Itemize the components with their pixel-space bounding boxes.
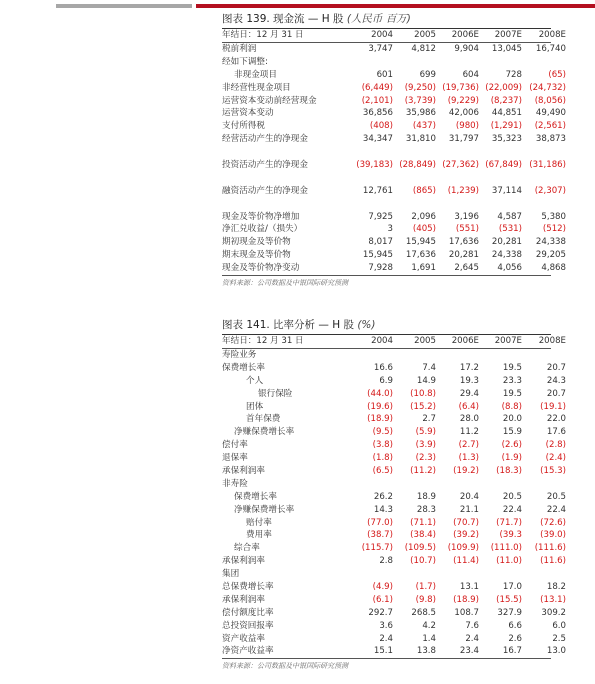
row-label: 期初现金及等价物 bbox=[222, 237, 291, 248]
row-value: 18.2 bbox=[546, 582, 566, 593]
table-row bbox=[222, 568, 551, 581]
row-value: 44,851 bbox=[491, 108, 522, 119]
row-value: 1.4 bbox=[422, 633, 436, 644]
row-label: 保费增长率 bbox=[222, 362, 265, 373]
row-value: 327.9 bbox=[497, 607, 522, 618]
row-value: 17.6 bbox=[546, 427, 566, 438]
row-label: 偿付率 bbox=[222, 440, 248, 451]
ratio-year-4: 2008E bbox=[538, 336, 566, 346]
row-value: 19.5 bbox=[502, 362, 522, 373]
row-value: 28.0 bbox=[459, 414, 479, 425]
row-value: 23.3 bbox=[502, 375, 522, 386]
table-row bbox=[222, 262, 566, 275]
table-row bbox=[222, 620, 566, 633]
row-label: 保费增长率 bbox=[234, 491, 277, 502]
row-value: 31,797 bbox=[448, 134, 479, 145]
table-row bbox=[222, 211, 566, 224]
row-value: 20,281 bbox=[448, 250, 479, 261]
row-value: 6.0 bbox=[552, 620, 566, 631]
row-value: (39.3 bbox=[499, 530, 522, 541]
row-value: (1,291) bbox=[490, 121, 522, 132]
row-value: (3.9) bbox=[415, 440, 436, 451]
row-label: 投资活动产生的净现金 bbox=[222, 160, 308, 171]
ratio-header-label: 年结日：12 月 31 日 bbox=[222, 336, 304, 346]
row-value: 20.5 bbox=[546, 491, 566, 502]
row-label: 运营资本变动 bbox=[222, 108, 274, 119]
row-value: 309.2 bbox=[541, 607, 566, 618]
row-value: 36,856 bbox=[362, 108, 393, 119]
row-label: 经如下调整: bbox=[222, 56, 268, 67]
row-value: (11.2) bbox=[410, 466, 436, 477]
row-label: 税前利润 bbox=[222, 44, 257, 54]
row-value: 7.4 bbox=[422, 362, 436, 373]
row-label: 银行保险 bbox=[258, 388, 293, 399]
row-value: 2.4 bbox=[465, 633, 479, 644]
row-label: 费用率 bbox=[246, 530, 272, 541]
table-row bbox=[222, 542, 566, 555]
row-value: (71.7) bbox=[496, 517, 522, 528]
ratio-bottom-rule bbox=[222, 658, 551, 659]
ratio-title-unit: (%) bbox=[357, 319, 376, 331]
row-value: 29,205 bbox=[535, 250, 566, 261]
row-value: (15.5) bbox=[496, 594, 522, 605]
row-value: 13.8 bbox=[416, 646, 436, 657]
row-value: (18.3) bbox=[496, 466, 522, 477]
row-value: 1,691 bbox=[411, 263, 436, 274]
cashflow-title-main: 图表 139. 现金流 — H 股 bbox=[222, 13, 344, 25]
row-value: (8,056) bbox=[534, 95, 566, 106]
row-value: (39.2) bbox=[453, 530, 479, 541]
row-label: 首年保费 bbox=[246, 414, 281, 425]
row-label: 净汇兑收益/（损失） bbox=[222, 224, 303, 235]
row-value: (2.8) bbox=[545, 440, 566, 451]
row-value: 22.4 bbox=[502, 504, 522, 515]
row-value: 604 bbox=[462, 69, 479, 80]
row-value: 42,006 bbox=[448, 108, 479, 119]
row-value: 14.9 bbox=[416, 375, 436, 386]
row-value: 2.4 bbox=[379, 633, 393, 644]
row-value: (19.1) bbox=[540, 401, 566, 412]
row-value: 49,490 bbox=[535, 108, 566, 119]
table-row bbox=[222, 56, 551, 69]
row-value: (109.5) bbox=[404, 543, 436, 554]
row-value: (2,101) bbox=[361, 95, 393, 106]
row-value: 24,338 bbox=[491, 250, 522, 261]
table-row bbox=[222, 426, 566, 439]
row-value: 15,945 bbox=[362, 250, 393, 261]
row-value: 3,747 bbox=[368, 44, 393, 54]
row-value: (71.1) bbox=[410, 517, 436, 528]
table-row bbox=[222, 236, 566, 249]
row-value: (3,739) bbox=[404, 95, 436, 106]
row-value: 28.3 bbox=[416, 504, 436, 515]
row-value: 20.4 bbox=[459, 491, 479, 502]
row-value: 13,045 bbox=[491, 44, 522, 54]
row-value: 22.0 bbox=[546, 414, 566, 425]
row-value: 2.5 bbox=[552, 633, 566, 644]
row-value: (38.7) bbox=[367, 530, 393, 541]
table-row bbox=[222, 43, 566, 56]
row-label: 偿付额度比率 bbox=[222, 607, 274, 618]
row-value: (2.4) bbox=[545, 453, 566, 464]
row-value: 2.7 bbox=[422, 414, 436, 425]
row-value: (865) bbox=[412, 185, 436, 196]
row-value: (11.0) bbox=[496, 556, 522, 567]
row-value: 18.9 bbox=[416, 491, 436, 502]
ratio-table-title bbox=[222, 316, 551, 334]
table-row bbox=[222, 375, 566, 388]
row-value: (27,362) bbox=[442, 160, 479, 171]
row-value: 699 bbox=[419, 69, 436, 80]
row-value: 31,810 bbox=[405, 134, 436, 145]
table-row bbox=[222, 594, 566, 607]
row-value: (28,849) bbox=[399, 160, 436, 171]
row-value: (18.9) bbox=[367, 414, 393, 425]
row-value: 2.8 bbox=[379, 556, 393, 567]
row-value: 4,812 bbox=[411, 44, 436, 54]
row-value: (437) bbox=[412, 121, 436, 132]
ratio-year-3: 2007E bbox=[494, 336, 522, 346]
row-value: (18.9) bbox=[453, 594, 479, 605]
row-value: (39.0) bbox=[540, 530, 566, 541]
table-row bbox=[222, 529, 566, 542]
row-value: 21.1 bbox=[459, 504, 479, 515]
table-row bbox=[222, 223, 566, 236]
spacer-row bbox=[222, 198, 551, 211]
row-value: (72.6) bbox=[540, 517, 566, 528]
ratio-table-section bbox=[222, 316, 566, 671]
row-value: 35,986 bbox=[405, 108, 436, 119]
row-value: 4,587 bbox=[497, 211, 522, 222]
row-value: (67,849) bbox=[485, 160, 522, 171]
row-value: (1.3) bbox=[458, 453, 479, 464]
row-label: 支付所得税 bbox=[222, 121, 265, 132]
row-value: (9,250) bbox=[404, 82, 436, 93]
table-row bbox=[222, 82, 566, 95]
row-value: (111.6) bbox=[534, 543, 566, 554]
row-value: (70.7) bbox=[453, 517, 479, 528]
row-label: 现金及等价物净变动 bbox=[222, 263, 300, 274]
row-value: 15,945 bbox=[405, 237, 436, 248]
row-label: 经营活动产生的净现金 bbox=[222, 134, 308, 145]
cashflow-source-note: 资料来源：公司数据及中银国际研究预测 bbox=[222, 279, 348, 288]
row-value: 16,740 bbox=[535, 44, 566, 54]
row-value: 4.2 bbox=[422, 620, 436, 631]
row-value: (6,449) bbox=[361, 82, 393, 93]
row-value: 268.5 bbox=[411, 607, 436, 618]
row-value: (19.2) bbox=[453, 466, 479, 477]
row-value: (2.7) bbox=[458, 440, 479, 451]
table-row bbox=[222, 607, 566, 620]
cashflow-year-4: 2008E bbox=[538, 30, 566, 40]
row-label: 承保利润率 bbox=[222, 556, 265, 567]
cashflow-table-body bbox=[222, 43, 566, 275]
row-value: (11.6) bbox=[540, 556, 566, 567]
row-value: 38,873 bbox=[535, 134, 566, 145]
row-value: 13.0 bbox=[546, 646, 566, 657]
row-value: (2,561) bbox=[534, 121, 566, 132]
row-value: 9,904 bbox=[454, 44, 479, 54]
row-value: 34,347 bbox=[362, 134, 393, 145]
cashflow-year-2: 2006E bbox=[451, 30, 479, 40]
row-value: (1.9) bbox=[501, 453, 522, 464]
row-value: (2,307) bbox=[534, 185, 566, 196]
row-value: 17,636 bbox=[405, 250, 436, 261]
row-value: (111.0) bbox=[490, 543, 522, 554]
table-row bbox=[222, 95, 566, 108]
row-value: (65) bbox=[548, 69, 566, 80]
row-value: 20.7 bbox=[546, 388, 566, 399]
row-value: 17.2 bbox=[459, 362, 479, 373]
cashflow-title-unit: (人民币 百万) bbox=[346, 13, 411, 25]
row-value: (1.7) bbox=[415, 582, 436, 593]
table-row bbox=[222, 517, 566, 530]
row-label: 总保费增长率 bbox=[222, 582, 274, 593]
row-value: 2,645 bbox=[454, 263, 479, 274]
row-label: 净资产收益率 bbox=[222, 646, 274, 657]
ratio-year-1: 2005 bbox=[414, 336, 436, 346]
row-value: 22.4 bbox=[546, 504, 566, 515]
row-value: 3 bbox=[387, 224, 393, 235]
row-label: 团体 bbox=[246, 401, 264, 412]
row-label: 退保率 bbox=[222, 453, 248, 464]
row-value: (2.6) bbox=[501, 440, 522, 451]
row-value: (531) bbox=[498, 224, 522, 235]
row-label: 综合率 bbox=[234, 543, 260, 554]
row-value: 3,196 bbox=[454, 211, 479, 222]
row-value: 20.0 bbox=[502, 414, 522, 425]
cashflow-table-title bbox=[222, 10, 551, 28]
table-row bbox=[222, 185, 566, 198]
table-row bbox=[222, 120, 566, 133]
spacer-row bbox=[222, 146, 551, 159]
table-row bbox=[222, 107, 566, 120]
row-value: (15.3) bbox=[540, 466, 566, 477]
row-label: 承保利润率 bbox=[222, 466, 265, 477]
row-value: 12,761 bbox=[362, 185, 393, 196]
table-row bbox=[222, 452, 566, 465]
row-value: 15.9 bbox=[502, 427, 522, 438]
table-row bbox=[222, 159, 566, 172]
row-value: 292.7 bbox=[368, 607, 393, 618]
row-value: (2.3) bbox=[415, 453, 436, 464]
row-value: (4.9) bbox=[372, 582, 393, 593]
row-label: 寿险业务 bbox=[222, 350, 257, 360]
row-value: (10.8) bbox=[410, 388, 436, 399]
row-value: (10.7) bbox=[410, 556, 436, 567]
row-value: (24,732) bbox=[529, 82, 566, 93]
row-label: 赔付率 bbox=[246, 517, 272, 528]
row-label: 净赚保费增长率 bbox=[234, 504, 295, 515]
row-value: (8,237) bbox=[490, 95, 522, 106]
table-row bbox=[222, 362, 566, 375]
row-label: 集团 bbox=[222, 569, 240, 580]
row-value: 23.4 bbox=[459, 646, 479, 657]
row-value: (109.9) bbox=[447, 543, 479, 554]
row-label: 期末现金及等价物 bbox=[222, 250, 291, 261]
table-row bbox=[222, 349, 551, 362]
row-value: (6.1) bbox=[372, 594, 393, 605]
row-value: (8.8) bbox=[501, 401, 522, 412]
table-row bbox=[222, 633, 566, 646]
table-row bbox=[222, 133, 566, 146]
row-value: (408) bbox=[369, 121, 393, 132]
table-row bbox=[222, 581, 566, 594]
row-value: 4,056 bbox=[497, 263, 522, 274]
row-label: 个人 bbox=[246, 375, 264, 386]
row-value: 4,868 bbox=[541, 263, 566, 274]
table-row bbox=[222, 413, 566, 426]
row-value: 13.1 bbox=[459, 582, 479, 593]
row-value: 2.6 bbox=[508, 633, 522, 644]
row-value: 15.1 bbox=[373, 646, 393, 657]
row-value: (39,183) bbox=[356, 160, 393, 171]
header-bar-red bbox=[196, 4, 595, 8]
table-row bbox=[222, 465, 566, 478]
table-row bbox=[222, 439, 566, 452]
row-value: 24,338 bbox=[535, 237, 566, 248]
row-value: 17.0 bbox=[502, 582, 522, 593]
row-value: (3.8) bbox=[372, 440, 393, 451]
spacer-row bbox=[222, 172, 551, 185]
cashflow-year-1: 2005 bbox=[414, 30, 436, 40]
row-value: 108.7 bbox=[454, 607, 479, 618]
table-row bbox=[222, 478, 551, 491]
row-value: 16.6 bbox=[373, 362, 393, 373]
row-value: (15.2) bbox=[410, 401, 436, 412]
row-label: 非现金项目 bbox=[234, 69, 277, 80]
header-bar-grey bbox=[56, 4, 192, 8]
cashflow-year-0: 2004 bbox=[371, 30, 393, 40]
row-label: 总投资回报率 bbox=[222, 620, 274, 631]
row-value: (9.8) bbox=[415, 594, 436, 605]
row-value: 14.3 bbox=[373, 504, 393, 515]
row-value: 6.9 bbox=[379, 375, 393, 386]
row-value: (6.4) bbox=[458, 401, 479, 412]
table-row bbox=[222, 388, 566, 401]
row-value: 29.4 bbox=[459, 388, 479, 399]
row-value: (405) bbox=[412, 224, 436, 235]
table-row bbox=[222, 401, 566, 414]
row-value: 24.3 bbox=[546, 375, 566, 386]
row-value: (19,736) bbox=[442, 82, 479, 93]
ratio-header-row bbox=[222, 335, 566, 349]
row-label: 资产收益率 bbox=[222, 633, 265, 644]
row-value: (31,186) bbox=[529, 160, 566, 171]
cashflow-header-row bbox=[222, 29, 566, 43]
row-label: 净赚保费增长率 bbox=[234, 427, 295, 438]
ratio-source-note: 资料来源：公司数据及中银国际研究预测 bbox=[222, 662, 348, 671]
row-value: 5,380 bbox=[541, 211, 566, 222]
row-value: (5.9) bbox=[415, 427, 436, 438]
row-value: 19.3 bbox=[459, 375, 479, 386]
row-label: 现金及等价物净增加 bbox=[222, 211, 300, 222]
row-value: 7,925 bbox=[368, 211, 393, 222]
row-label: 非寿险 bbox=[222, 478, 248, 489]
row-value: (44.0) bbox=[367, 388, 393, 399]
row-value: (512) bbox=[542, 224, 566, 235]
row-value: 20.7 bbox=[546, 362, 566, 373]
row-value: 601 bbox=[376, 69, 393, 80]
row-value: (13.1) bbox=[540, 594, 566, 605]
row-value: (77.0) bbox=[367, 517, 393, 528]
table-row bbox=[222, 69, 566, 82]
cashflow-year-3: 2007E bbox=[494, 30, 522, 40]
row-value: 20.5 bbox=[502, 491, 522, 502]
row-value: (19.6) bbox=[367, 401, 393, 412]
ratio-title-main: 图表 141. 比率分析 — H 股 bbox=[222, 319, 354, 331]
row-value: (9,229) bbox=[447, 95, 479, 106]
row-value: (38.4) bbox=[410, 530, 436, 541]
row-value: (22,009) bbox=[485, 82, 522, 93]
row-value: 19.5 bbox=[502, 388, 522, 399]
row-value: 35,323 bbox=[491, 134, 522, 145]
row-label: 非经营性现金项目 bbox=[222, 82, 291, 93]
row-label: 运营资本变动前经营现金 bbox=[222, 95, 317, 106]
row-value: (6.5) bbox=[372, 466, 393, 477]
row-value: 3.6 bbox=[379, 620, 393, 631]
row-value: 728 bbox=[505, 69, 522, 80]
row-value: 20,281 bbox=[491, 237, 522, 248]
table-row bbox=[222, 555, 566, 568]
row-value: (551) bbox=[455, 224, 479, 235]
row-value: 11.2 bbox=[459, 427, 479, 438]
cashflow-header-label: 年结日：12 月 31 日 bbox=[222, 30, 304, 40]
row-value: (980) bbox=[455, 121, 479, 132]
row-value: 16.7 bbox=[502, 646, 522, 657]
row-label: 承保利润率 bbox=[222, 594, 265, 605]
ratio-year-2: 2006E bbox=[451, 336, 479, 346]
row-value: 37,114 bbox=[491, 185, 522, 196]
row-value: 7,928 bbox=[368, 263, 393, 274]
row-value: (9.5) bbox=[372, 427, 393, 438]
table-row bbox=[222, 645, 566, 658]
row-label: 融资活动产生的净现金 bbox=[222, 185, 308, 196]
row-value: 17,636 bbox=[448, 237, 479, 248]
row-value: (115.7) bbox=[361, 543, 393, 554]
row-value: 2,096 bbox=[411, 211, 436, 222]
ratio-table-body bbox=[222, 349, 566, 658]
table-row bbox=[222, 504, 566, 517]
ratio-year-0: 2004 bbox=[371, 336, 393, 346]
row-value: (11.4) bbox=[453, 556, 479, 567]
row-value: 26.2 bbox=[373, 491, 393, 502]
row-value: (1,239) bbox=[447, 185, 479, 196]
cashflow-bottom-rule bbox=[222, 275, 551, 276]
row-value: 6.6 bbox=[508, 620, 522, 631]
row-value: 8,017 bbox=[368, 237, 393, 248]
cashflow-table-section bbox=[222, 10, 566, 288]
table-row bbox=[222, 491, 566, 504]
table-row bbox=[222, 249, 566, 262]
row-value: (1.8) bbox=[372, 453, 393, 464]
row-value: 7.6 bbox=[465, 620, 479, 631]
